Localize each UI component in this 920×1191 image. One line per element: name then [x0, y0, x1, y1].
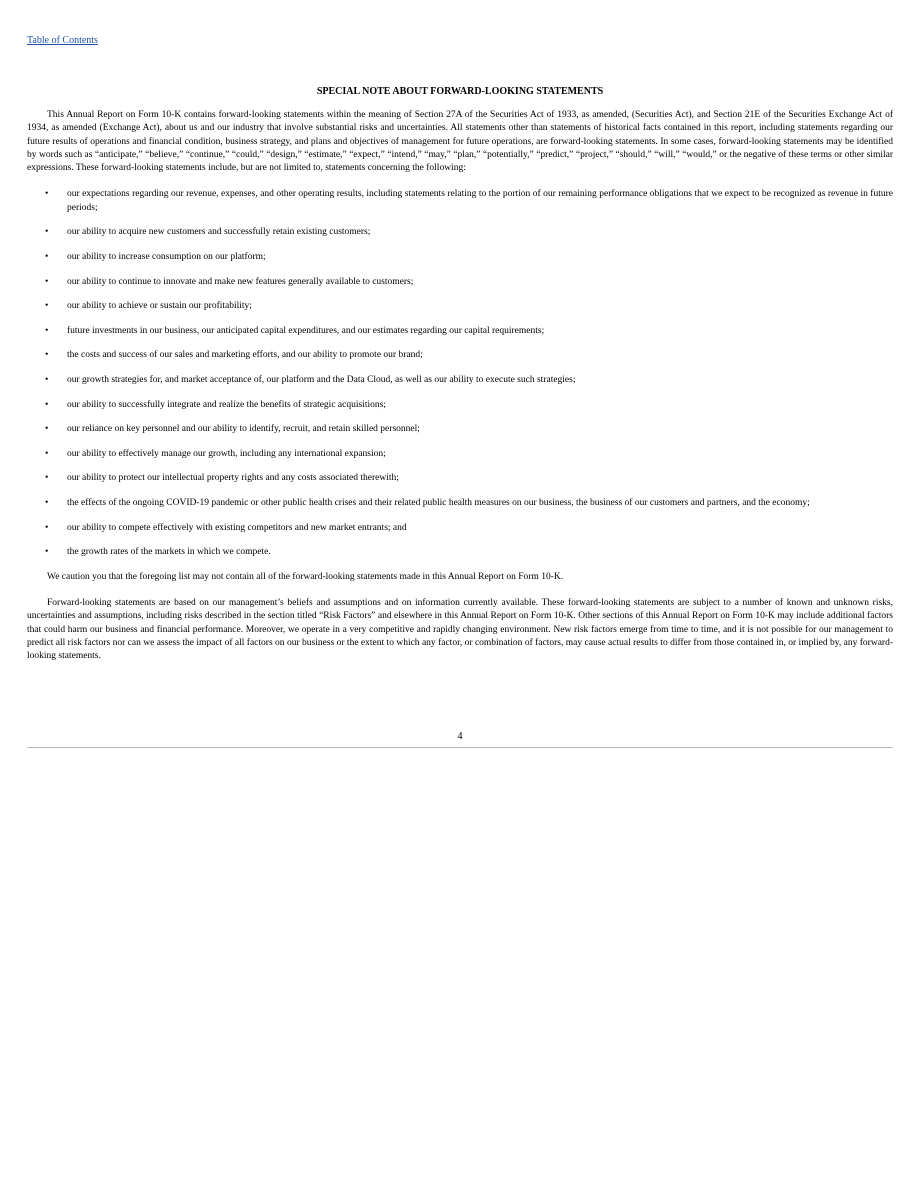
list-item-text: our ability to protect our intellectual property rights and any costs associated therewith;	[67, 473, 399, 484]
list-item	[27, 399, 893, 412]
list-item-text: the effects of the ongoing COVID-19 pandemic or other public health crises and their related public health measures on our business, the business of our customers and partners, and the economy;	[67, 497, 810, 508]
bullet-symbol: •	[45, 473, 49, 484]
list-item-text: our ability to compete effectively with existing competitors and new market entrants; and	[67, 522, 407, 533]
bullet-symbol: •	[45, 276, 49, 287]
list-item	[27, 374, 893, 387]
bullet-symbol: •	[45, 325, 49, 336]
table-of-contents-link[interactable]: Table of Contents	[27, 35, 98, 46]
list-item	[27, 472, 893, 485]
list-item-text: future investments in our business, our anticipated capital expenditures, and our estimates regarding our capital requirements;	[67, 325, 545, 336]
list-item	[27, 251, 893, 264]
list-item	[27, 276, 893, 289]
list-item	[27, 349, 893, 362]
forward-looking-bullet-list	[27, 188, 893, 559]
list-item-text: the costs and success of our sales and marketing efforts, and our ability to promote our brand;	[67, 350, 423, 361]
list-item-text: our ability to achieve or sustain our profitability;	[67, 301, 252, 312]
list-item	[27, 188, 893, 215]
bullet-symbol: •	[45, 301, 49, 312]
bullet-symbol: •	[45, 399, 49, 410]
list-item-text: the growth rates of the markets in which we compete.	[67, 547, 271, 558]
list-item	[27, 497, 893, 510]
bullet-symbol: •	[45, 350, 49, 361]
caution-paragraph: We caution you that the foregoing list may not contain all of the forward-looking statements made in this Annual Report on Form 10-K.	[47, 571, 564, 582]
footer-divider	[27, 747, 893, 748]
bullet-symbol: •	[45, 497, 49, 508]
list-item-text: our ability to acquire new customers and successfully retain existing customers;	[67, 227, 371, 238]
list-item	[27, 522, 893, 535]
list-item	[27, 448, 893, 461]
list-item-text: our expectations regarding our revenue, expenses, and other operating results, including statements relating to the portion of our remaining performance obligations that we expect to be recognized as revenue in future periods;	[67, 189, 893, 213]
closing-paragraph: Forward-looking statements are based on our management’s beliefs and assumptions and on information currently available. These forward-looking statements are subject to a number of known and unknown risks, uncertainties and assumptions, including risks described in the section titled “Risk Factors” and elsewhere in this Annual Report on Form 10-K. Other sections of this Annual Report on Form 10-K may include additional factors that could harm our business and financial performance. Moreover, we operate in a very competitive and rapidly changing environment. New risk factors emerge from time to time, and it is not possible for our management to predict all risk factors nor can we assess the impact of all factors on our business or the extent to which any factor, or combination of factors, may cause actual results to differ from those contained in, or implied by, any forward-looking statements.	[27, 597, 893, 662]
document-page	[27, 0, 893, 1191]
bullet-symbol: •	[45, 448, 49, 459]
list-item	[27, 300, 893, 313]
bullet-symbol: •	[45, 189, 49, 200]
list-item-text: our ability to increase consumption on our platform;	[67, 251, 266, 262]
section-heading: SPECIAL NOTE ABOUT FORWARD-LOOKING STATEMENTS	[316, 86, 604, 97]
bullet-symbol: •	[45, 547, 49, 558]
list-item	[27, 423, 893, 436]
bullet-symbol: •	[45, 374, 49, 385]
bullet-symbol: •	[45, 522, 49, 533]
list-item	[27, 226, 893, 239]
list-item-text: our ability to effectively manage our growth, including any international expansion;	[67, 448, 386, 459]
bullet-symbol: •	[45, 251, 49, 262]
bullet-symbol: •	[45, 424, 49, 435]
list-item	[27, 325, 893, 338]
list-item	[27, 546, 893, 559]
list-item-text: our ability to successfully integrate and realize the benefits of strategic acquisitions;	[67, 399, 386, 410]
bullet-symbol: •	[45, 227, 49, 238]
list-item-text: our growth strategies for, and market acceptance of, our platform and the Data Cloud, as well as our ability to execute such strategies;	[67, 374, 576, 385]
intro-paragraph: This Annual Report on Form 10-K contains forward-looking statements within the meaning of Section 27A of the Securities Act of 1933, as amended, (Securities Act), and Section 21E of the Securities Exchange Act of 1934, as amended (Exchange Act), about us and our industry that involve substantial risks and uncertainties. All statements other than statements of historical facts contained in this report, including statements regarding our future results of operations and financial condition, business strategy, and plans and objectives of management for future operations, are forward-looking statements. In some cases, forward-looking statements may be identified by words such as “anticipate,” “believe,” “continue,” “could,” “design,” “estimate,” “expect,” “intend,” “may,” “plan,” “potentially,” “predict,” “project,” “should,” “will,” “would,” or the negative of these terms or other similar expressions. These forward-looking statements include, but are not limited to, statements concerning the following:	[27, 110, 893, 174]
list-item-text: our reliance on key personnel and our ability to identify, recruit, and retain skilled personnel;	[67, 424, 420, 435]
document-body	[27, 109, 893, 663]
list-item-text: our ability to continue to innovate and make new features generally available to customers;	[67, 276, 414, 287]
page-number: 4	[457, 731, 463, 742]
